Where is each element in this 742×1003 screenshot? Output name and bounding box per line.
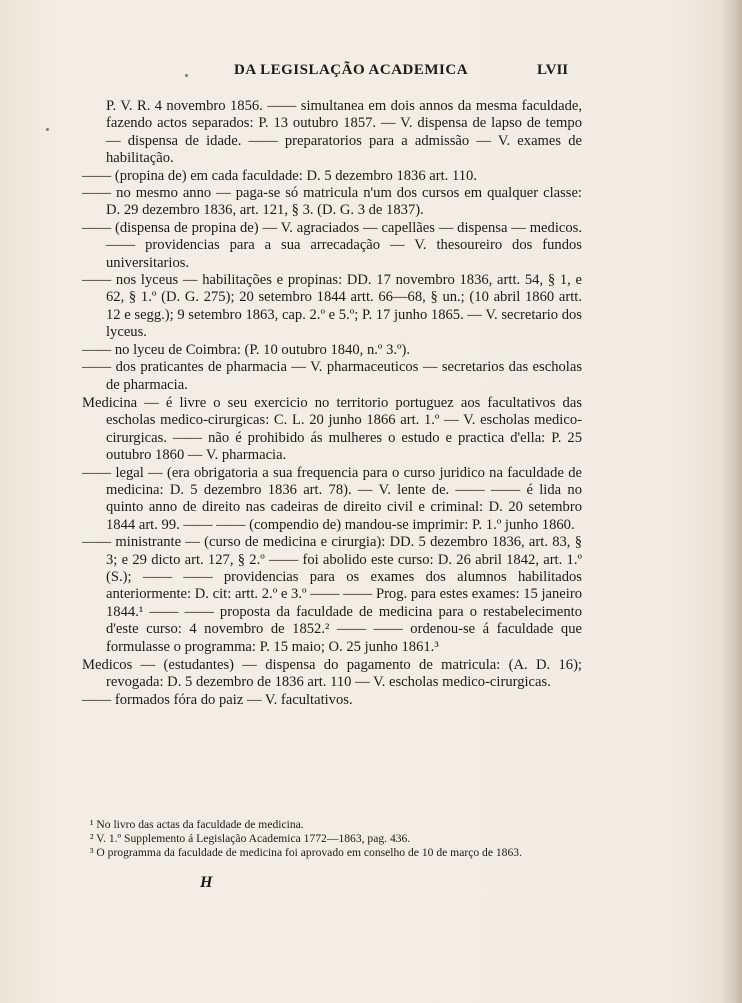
page-number: LVII	[537, 62, 569, 78]
running-title: DA LEGISLAÇÃO ACADEMICA	[234, 62, 469, 78]
page-header	[0, 62, 742, 84]
index-entry: Medicos — (estudantes) — dispensa do pagamento de matricula: (A. D. 16); revogada: D. 5 dezembro de 1836 art. 110 — V. escholas medico-cirurgicas.	[82, 657, 582, 691]
index-entry: —— (dispensa de propina de) — V. agraciados — capellães — dispensa — medicos. —— providencias para a sua arrecadação — V. thesoureiro dos fundos universitarios.	[82, 219, 582, 271]
index-entry: —— formados fóra do paiz — V. facultativos.	[82, 691, 353, 708]
print-speck	[46, 128, 49, 131]
index-entry: P. V. R. 4 novembro 1856. —— simultanea em dois annos da mesma faculdade, fazendo actos separados: P. 13 outubro 1857. — V. dispensa de lapso de tempo — dispensa de idade. —— preparatorios para a admissão — V. exames de habilitação.	[106, 98, 582, 167]
index-entry: —— no mesmo anno — paga-se só matricula n'um dos cursos em qualquer classe: D. 29 dezembro 1836, art. 121, § 3. (D. G. 3 de 1837).	[82, 185, 582, 219]
footnote: ¹ No livro das actas da faculdade de medicina.	[90, 818, 304, 831]
index-entry: —— legal — (era obrigatoria a sua frequencia para o curso juridico na faculdade de medicina: D. 5 dezembro 1836 art. 78). — V. lente de. —— —— é lida no quinto anno de direito nas cadeiras de direito civil e criminal: D. 20 setembro 1844 art. 99. —— —— (compendio de) mandou-se imprimir: P. 1.º junho 1860.	[82, 464, 582, 533]
index-entry: —— ministrante — (curso de medicina e cirurgia): DD. 5 dezembro 1836, art. 83, § 3; e 29 dicto art. 127, § 2.º —— foi abolido este curso: D. 26 abril 1842, art. 1.º (S.); —— —— providencias para os exames dos alumnos habilitados anteriormente: D. cit: artt. 2.º e 3.º —— —— Prog. para estes exames: 15 janeiro 1844.¹ —— —— proposta da faculdade de medicina para o restabelecimento d'este curso: 4 novembro de 1852.² —— —— ordenou-se á faculdade que formulasse o programma: P. 15 maio; O. 25 junho 1861.³	[82, 534, 582, 655]
index-entry: —— dos praticantes de pharmacia — V. pharmaceuticos — secretarios das escholas de pharmacia.	[82, 359, 582, 393]
footnotes	[82, 818, 582, 861]
printer-signature-mark: H	[200, 874, 213, 891]
index-entry: —— no lyceu de Coimbra: (P. 10 outubro 1840, n.º 3.º).	[82, 341, 411, 358]
index-entry: —— nos lyceus — habilitações e propinas: DD. 17 novembro 1836, artt. 54, § 1, e 62, § 1.º (D. G. 275); 20 setembro 1844 artt. 66—68, § un.; (10 abril 1860 artt. 12 e segg.); 9 setembro 1863, cap. 2.º e 5.º; P. 17 junho 1865. — V. secretario dos lyceus.	[82, 272, 582, 341]
footnote: ² V. 1.º Supplemento á Legislação Academica 1772—1863, pag. 436.	[90, 832, 411, 846]
index-body	[82, 98, 582, 709]
index-entry: —— (propina de) em cada faculdade: D. 5 dezembro 1836 art. 110.	[82, 167, 477, 184]
footnote: ³ O programma da faculdade de medicina foi aprovado em conselho de 10 de março de 1863.	[90, 846, 522, 860]
index-entry: Medicina — é livre o seu exercicio no territorio portuguez aos facultativos das escholas medico-cirurgicas: C. L. 20 junho 1866 art. 1.º — V. escholas medico-cirurgicas. —— não é prohibido ás mulheres o estudo e practica d'ella: P. 25 outubro 1860 — V. pharmacia.	[82, 394, 582, 464]
page-edge-shadow	[720, 0, 742, 1003]
